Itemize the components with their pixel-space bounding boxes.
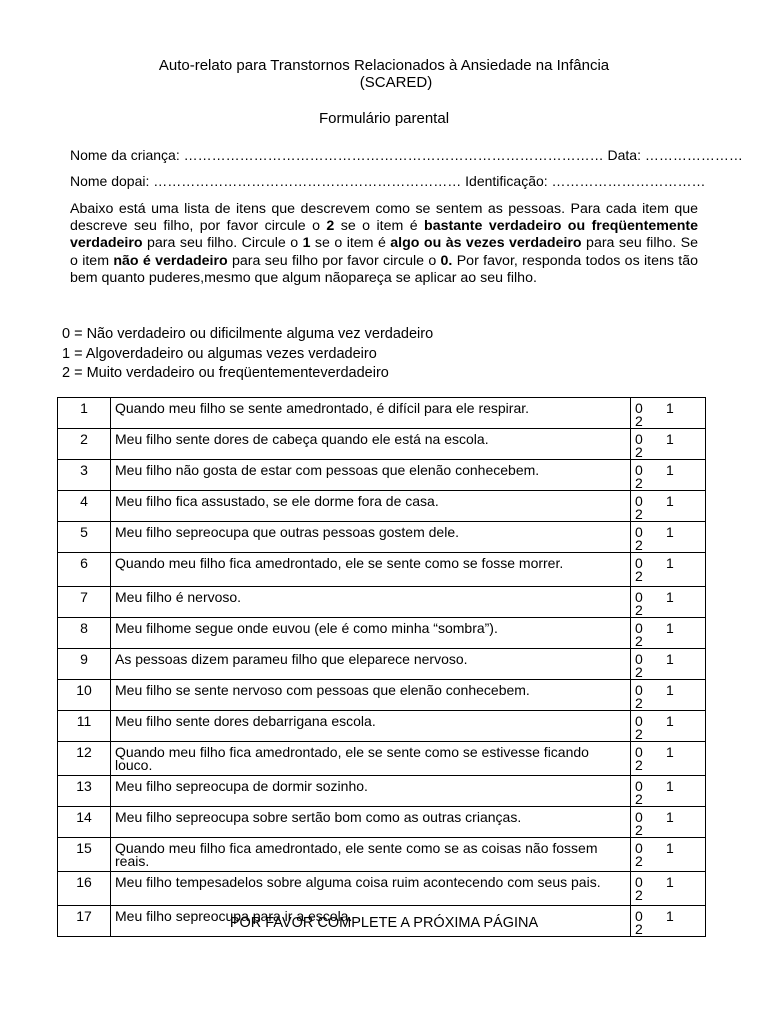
option-0[interactable]: 0 — [635, 431, 643, 447]
legend-0: 0 = Não verdadeiro ou dificilmente alguma vez verdadeiro — [62, 326, 434, 342]
item-number: 2 — [58, 429, 111, 460]
option-2[interactable]: 2 — [635, 887, 643, 903]
option-0[interactable]: 0 — [635, 555, 643, 571]
table-row — [58, 711, 706, 742]
option-2[interactable]: 2 — [635, 664, 643, 680]
parent-name-id-field[interactable]: Nome dopai: ………………………………………………………… Identificação: …………………………… — [70, 173, 706, 189]
item-number: 17 — [58, 906, 111, 937]
option-2[interactable]: 2 — [635, 506, 643, 522]
option-2[interactable]: 2 — [635, 695, 643, 711]
option-0[interactable]: 0 — [635, 620, 643, 636]
option-2[interactable]: 2 — [635, 537, 643, 553]
option-0[interactable]: 0 — [635, 682, 643, 698]
answer-options — [631, 838, 706, 872]
table-row — [58, 807, 706, 838]
option-1[interactable]: 1 — [666, 555, 674, 571]
table-row — [58, 522, 706, 553]
option-2[interactable]: 2 — [635, 853, 643, 869]
child-name-date-field[interactable]: Nome da criança: ……………………………………………………………………………… Data: ………………… — [70, 147, 743, 163]
table-row — [58, 680, 706, 711]
answer-options — [631, 776, 706, 807]
option-2[interactable]: 2 — [635, 475, 643, 491]
option-1[interactable]: 1 — [666, 462, 674, 478]
option-1[interactable]: 1 — [666, 651, 674, 667]
table-row — [58, 398, 706, 429]
table-row — [58, 618, 706, 649]
document-title: Auto-relato para Transtornos Relacionados à Ansiedade na Infância — [158, 57, 610, 74]
item-number: 11 — [58, 711, 111, 742]
option-0[interactable]: 0 — [635, 400, 643, 416]
option-2[interactable]: 2 — [635, 568, 643, 584]
answer-options — [631, 553, 706, 587]
option-0[interactable]: 0 — [635, 778, 643, 794]
table-row — [58, 587, 706, 618]
option-2[interactable]: 2 — [635, 444, 643, 460]
answer-options — [631, 742, 706, 776]
option-1[interactable]: 1 — [666, 589, 674, 605]
option-0[interactable]: 0 — [635, 589, 643, 605]
item-number: 16 — [58, 872, 111, 906]
answer-options — [631, 872, 706, 906]
option-0[interactable]: 0 — [635, 462, 643, 478]
option-0[interactable]: 0 — [635, 493, 643, 509]
form-type: Formulário parental — [318, 110, 450, 127]
option-1[interactable]: 1 — [666, 431, 674, 447]
items-table — [57, 397, 706, 937]
answer-options — [631, 649, 706, 680]
option-0[interactable]: 0 — [635, 908, 643, 924]
table-row — [58, 429, 706, 460]
item-number: 15 — [58, 838, 111, 872]
item-text: Quando meu filho fica amedrontado, ele se sente como se estivesse ficando louco. — [111, 742, 631, 776]
answer-options — [631, 711, 706, 742]
option-1[interactable]: 1 — [666, 400, 674, 416]
option-1[interactable]: 1 — [666, 778, 674, 794]
option-1[interactable]: 1 — [666, 620, 674, 636]
item-text: Meu filho fica assustado, se ele dorme fora de casa. — [111, 491, 631, 522]
option-0[interactable]: 0 — [635, 524, 643, 540]
option-1[interactable]: 1 — [666, 493, 674, 509]
item-text: Meu filhome segue onde euvou (ele é como minha “sombra”). — [111, 618, 631, 649]
table-row — [58, 742, 706, 776]
option-1[interactable]: 1 — [666, 524, 674, 540]
item-number: 7 — [58, 587, 111, 618]
item-number: 8 — [58, 618, 111, 649]
table-row — [58, 838, 706, 872]
item-text: Meu filho sepreocupa de dormir sozinho. — [111, 776, 631, 807]
option-2[interactable]: 2 — [635, 602, 643, 618]
table-row — [58, 460, 706, 491]
option-0[interactable]: 0 — [635, 744, 643, 760]
option-1[interactable]: 1 — [666, 713, 674, 729]
item-text: Quando meu filho se sente amedrontado, é difícil para ele respirar. — [111, 398, 631, 429]
item-number: 1 — [58, 398, 111, 429]
option-0[interactable]: 0 — [635, 874, 643, 890]
option-2[interactable]: 2 — [635, 726, 643, 742]
item-number: 6 — [58, 553, 111, 587]
item-number: 3 — [58, 460, 111, 491]
table-row — [58, 491, 706, 522]
answer-options — [631, 460, 706, 491]
document-acronym: (SCARED) — [359, 74, 433, 91]
option-1[interactable]: 1 — [666, 840, 674, 856]
option-2[interactable]: 2 — [635, 791, 643, 807]
item-number: 13 — [58, 776, 111, 807]
item-text: Meu filho se sente nervoso com pessoas que elenão conhecebem. — [111, 680, 631, 711]
item-text: Meu filho não gosta de estar com pessoas que elenão conhecebem. — [111, 460, 631, 491]
option-0[interactable]: 0 — [635, 840, 643, 856]
legend-1: 1 = Algoverdadeiro ou algumas vezes verdadeiro — [62, 346, 377, 362]
item-text: As pessoas dizem parameu filho que eleparece nervoso. — [111, 649, 631, 680]
option-1[interactable]: 1 — [666, 682, 674, 698]
legend-2: 2 = Muito verdadeiro ou freqüentementeverdadeiro — [62, 365, 389, 381]
option-1[interactable]: 1 — [666, 908, 674, 924]
item-text: Quando meu filho fica amedrontado, ele sente como se as coisas não fossem reais. — [111, 838, 631, 872]
answer-options — [631, 398, 706, 429]
answer-options — [631, 429, 706, 460]
item-number: 5 — [58, 522, 111, 553]
table-row — [58, 649, 706, 680]
answer-options — [631, 587, 706, 618]
option-0[interactable]: 0 — [635, 651, 643, 667]
continue-note: POR FAVOR COMPLETE A PRÓXIMA PÁGINA — [229, 915, 539, 931]
item-number: 10 — [58, 680, 111, 711]
instructions-paragraph: Abaixo está uma lista de itens que descrevem como se sentem as pessoas. Para cada item que descreve seu filho, por favor circule o 2 se o item é bastante verdadeiro ou freqüentemente verdadeiro para seu filho. Circule o 1 se o item é algo ou às vezes verdadeiro para seu filho. Se o item não é verdadeiro para seu filho por favor circule o 0. Por favor, responda todos os itens tão bem quanto puderes,mesmo que algum nãopareça se aplicar ao seu filho. — [70, 201, 699, 286]
option-0[interactable]: 0 — [635, 713, 643, 729]
option-1[interactable]: 1 — [666, 744, 674, 760]
option-0[interactable]: 0 — [635, 809, 643, 825]
option-2[interactable]: 2 — [635, 921, 643, 937]
answer-options — [631, 807, 706, 838]
option-2[interactable]: 2 — [635, 757, 643, 773]
item-text: Meu filho tempesadelos sobre alguma coisa ruim acontecendo com seus pais. — [111, 872, 631, 906]
item-text: Meu filho sepreocupa para ir a escola. — [111, 906, 631, 937]
item-text: Meu filho sepreocupa sobre sertão bom como as outras crianças. — [111, 807, 631, 838]
table-row — [58, 776, 706, 807]
answer-options — [631, 618, 706, 649]
option-1[interactable]: 1 — [666, 809, 674, 825]
item-text: Meu filho sente dores de cabeça quando ele está na escola. — [111, 429, 631, 460]
option-1[interactable]: 1 — [666, 874, 674, 890]
table-row — [58, 553, 706, 587]
table-row — [58, 872, 706, 906]
item-text: Quando meu filho fica amedrontado, ele se sente como se fosse morrer. — [111, 553, 631, 587]
item-number: 4 — [58, 491, 111, 522]
option-2[interactable]: 2 — [635, 413, 643, 429]
option-2[interactable]: 2 — [635, 822, 643, 838]
item-number: 14 — [58, 807, 111, 838]
option-2[interactable]: 2 — [635, 633, 643, 649]
answer-options — [631, 491, 706, 522]
item-number: 12 — [58, 742, 111, 776]
item-number: 9 — [58, 649, 111, 680]
item-text: Meu filho sepreocupa que outras pessoas gostem dele. — [111, 522, 631, 553]
answer-options — [631, 522, 706, 553]
item-text: Meu filho sente dores debarriganа escola. — [111, 711, 631, 742]
item-text: Meu filho é nervoso. — [111, 587, 631, 618]
answer-options — [631, 680, 706, 711]
